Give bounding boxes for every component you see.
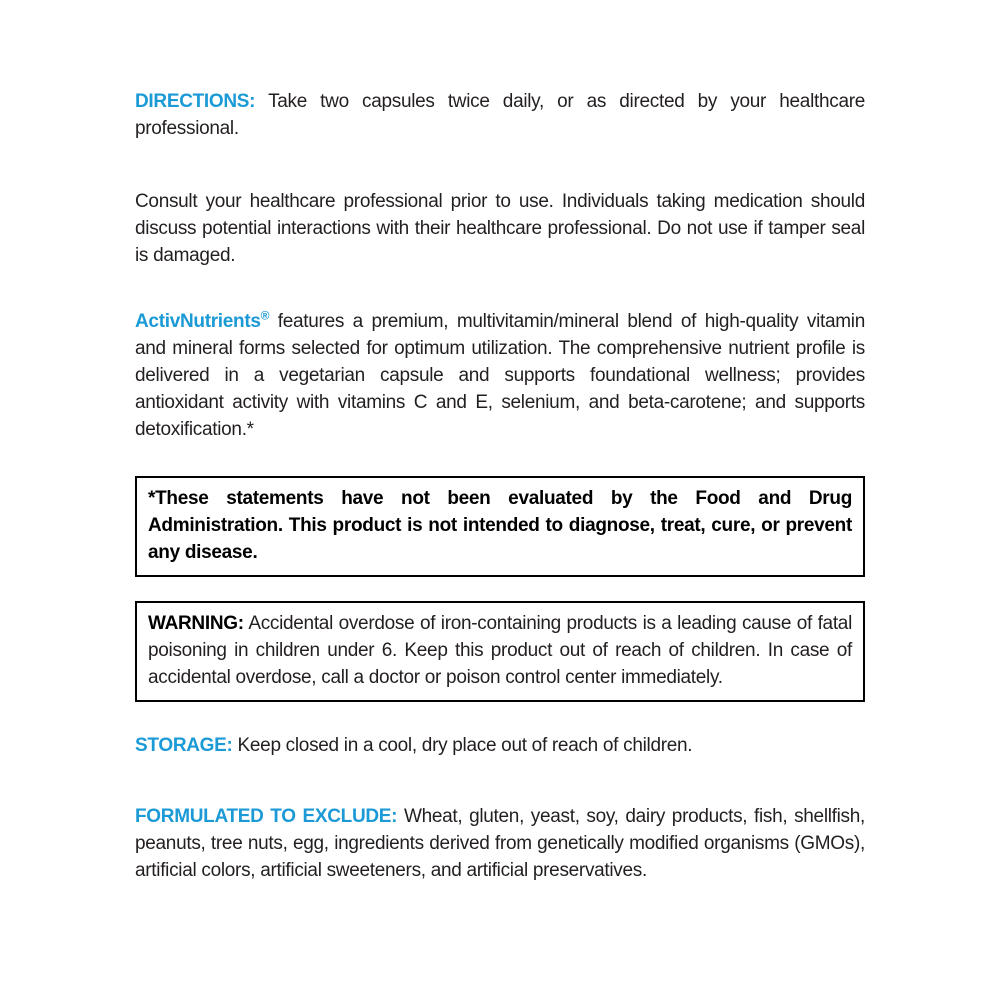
description-paragraph [135,308,865,443]
fda-disclaimer-box [135,476,865,577]
warning-heading: WARNING: [148,613,244,634]
formulated-to-exclude-heading: FORMULATED TO EXCLUDE: [135,806,398,827]
storage-paragraph [135,732,865,759]
registered-trademark-symbol: ® [260,308,270,323]
directions-body: Take two capsules twice daily, or as directed by your healthcare professional. [135,91,866,139]
directions-heading: DIRECTIONS: [135,91,256,112]
formulated-to-exclude-paragraph [135,803,865,884]
warning-paragraph [148,610,852,691]
warning-box [135,601,865,702]
brand-name: ActivNutrients [135,311,261,332]
storage-body: Keep closed in a cool, dry place out of reach of children. [237,735,693,756]
storage-heading: STORAGE: [135,735,233,756]
warning-body: Accidental overdose of iron-containing products is a leading cause of fatal poisoning in children under 6. Keep this product out of reach of children. In case of accidental overdose, call a doctor or poison control center immediately. [148,613,852,688]
consult-body: Consult your healthcare professional prior to use. Individuals taking medication should discuss potential interactions with their healthcare professional. Do not use if tamper seal is damaged. [135,191,865,266]
supplement-label [135,0,865,884]
consult-paragraph [135,188,865,269]
description-body: features a premium, multivitamin/mineral blend of high-quality vitamin and mineral forms selected for optimum utilization. The comprehensive nutrient profile is delivered in a vegetarian capsule and supports foundational wellness; provides antioxidant activity with vitamins C and E, selenium, and beta-carotene; and supports detoxification.* [135,311,865,440]
directions-paragraph [135,88,865,142]
formulated-to-exclude-body: Wheat, gluten, yeast, soy, dairy products, fish, shellfish, peanuts, tree nuts, egg, ingredients derived from genetically modified organisms (GMOs), artificial colors, artificial sweeteners, and artificial preservatives. [135,806,866,881]
fda-disclaimer-body: *These statements have not been evaluated by the Food and Drug Administration. This product is not intended to diagnose, treat, cure, or prevent any disease. [148,488,852,563]
